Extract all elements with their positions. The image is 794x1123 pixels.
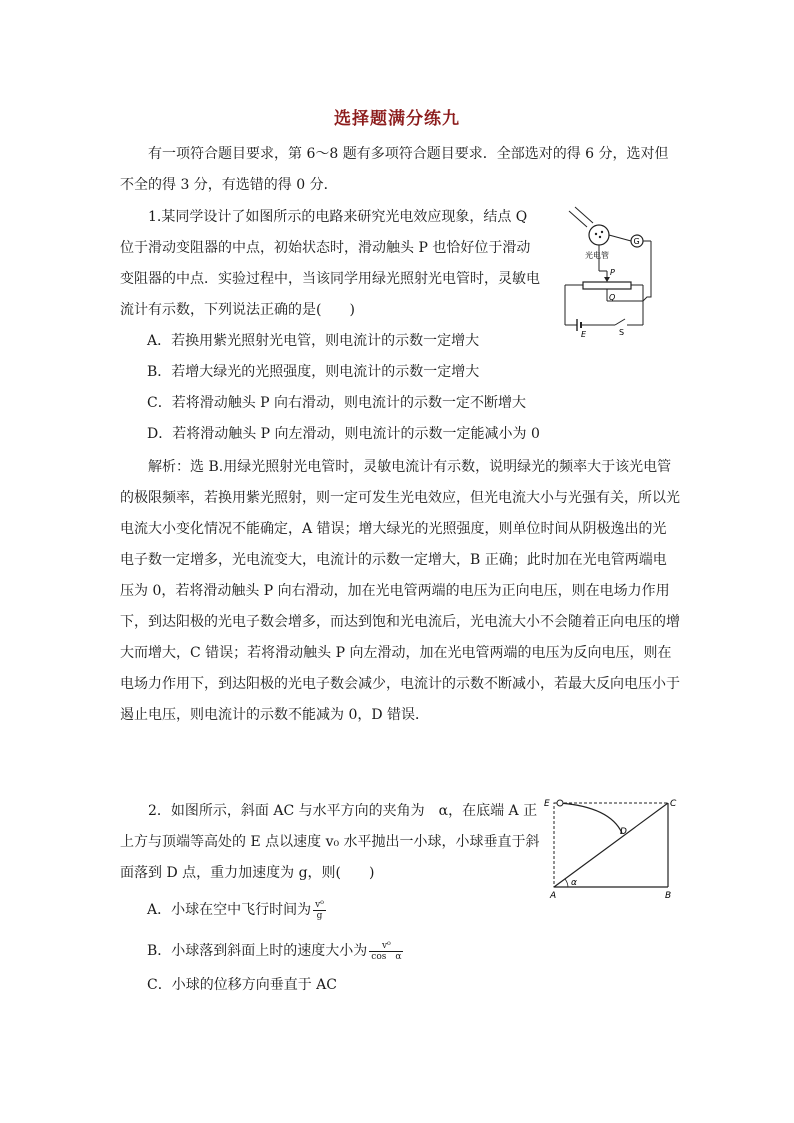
q2-option-c: C．小球的位移方向垂直于 AC	[147, 977, 337, 993]
q2-option-b-text: B．小球落到斜面上时的速度大小为	[147, 943, 368, 959]
q2-stem: 2．如图所示，斜面 AC 与水平方向的夹角为 α，在底端 A 正上方与顶端等高处的 E 点以速度 v₀ 水平抛出一小球，小球垂直于斜面落到 D 点，重力加速度为 g，则( )	[120, 803, 540, 881]
intro-text: 有一项符合题目要求，第 6～8 题有多项符合题目要求．全部选对的得 6 分，选对但不全的得 3 分，有选错的得 0 分．	[120, 146, 669, 193]
q2-option-b	[147, 936, 403, 967]
denominator: cos α	[371, 951, 402, 962]
galvanometer-label: G	[633, 237, 640, 246]
q1-option-a: A．若换用紫光照射光电管，则电流计的示数一定增大	[147, 333, 480, 349]
p-label: P	[610, 268, 615, 277]
q1-stem: 1.某同学设计了如图所示的电路来研究光电效应现象，结点 Q 位于滑动变阻器的中点，初始状态时，滑动触头 P 也恰好位于滑动变阻器的中点．实验过程中，当该同学用绿光照射光电管时，灵敏电流计有示数，下列说法正确的是( )	[120, 209, 540, 318]
q-label: Q	[609, 293, 616, 302]
denominator: g	[316, 910, 323, 921]
q1-option-c: C．若将滑动触头 P 向右滑动，则电流计的示数一定不断增大	[147, 395, 527, 411]
q2-option-a-text: A．小球在空中飞行时间为	[147, 902, 312, 918]
q1-option-b: B．若增大绿光的光照强度，则电流计的示数一定增大	[147, 364, 480, 380]
point-b: B	[665, 891, 672, 901]
page-title: 选择题满分练九	[334, 109, 460, 129]
s-label: S	[619, 328, 625, 337]
q1-circuit-figure	[557, 205, 657, 341]
e-label: E	[581, 330, 587, 337]
q1-option-d: D．若将滑动触头 P 向左滑动，则电流计的示数一定能减小为 0	[147, 426, 540, 442]
point-e: E	[544, 799, 550, 809]
point-a: A	[550, 891, 557, 901]
fraction	[313, 900, 326, 921]
angle-alpha: α	[571, 878, 577, 888]
point-c: C	[670, 799, 677, 809]
q2-option-a	[147, 895, 326, 926]
numerator: v⁰	[315, 899, 324, 910]
q2-incline-figure	[540, 795, 680, 907]
point-d: D	[620, 827, 627, 837]
numerator: v⁰	[369, 941, 403, 952]
q1-analysis: 解析：选 B.用绿光照射光电管时，灵敏电流计有示数，说明绿光的频率大于该光电管的极限频率，若换用紫光照射，则一定可发生光电效应，但光电流大小与光强有关，所以光电流大小变化情况不能确定，A 错误；增大绿光的光照强度，则单位时间从阴极逸出的光电子数一定增多，光电流变大，电流计的示数一定增大，B 正确；此时加在光电管两端电压为 0，若将滑动触头 P 向右滑动，加在光电管两端的电压为正向电压，则在电场力作用下，到达阳极的光电子数会增多，而达到饱和光电流后，光电流大小不会随着正向电压的增大而增大，C 错误；若将滑动触头 P 向左滑动，加在光电管两端的电压为反向电压，则在电场力作用下，到达阳极的光电子数会减少，电流计的示数不断减小，若最大反向电压小于遏止电压，则电流计的示数不能减为 0，D 错误．	[120, 459, 680, 723]
fraction	[369, 941, 403, 962]
tube-label: 光电管	[585, 251, 609, 260]
